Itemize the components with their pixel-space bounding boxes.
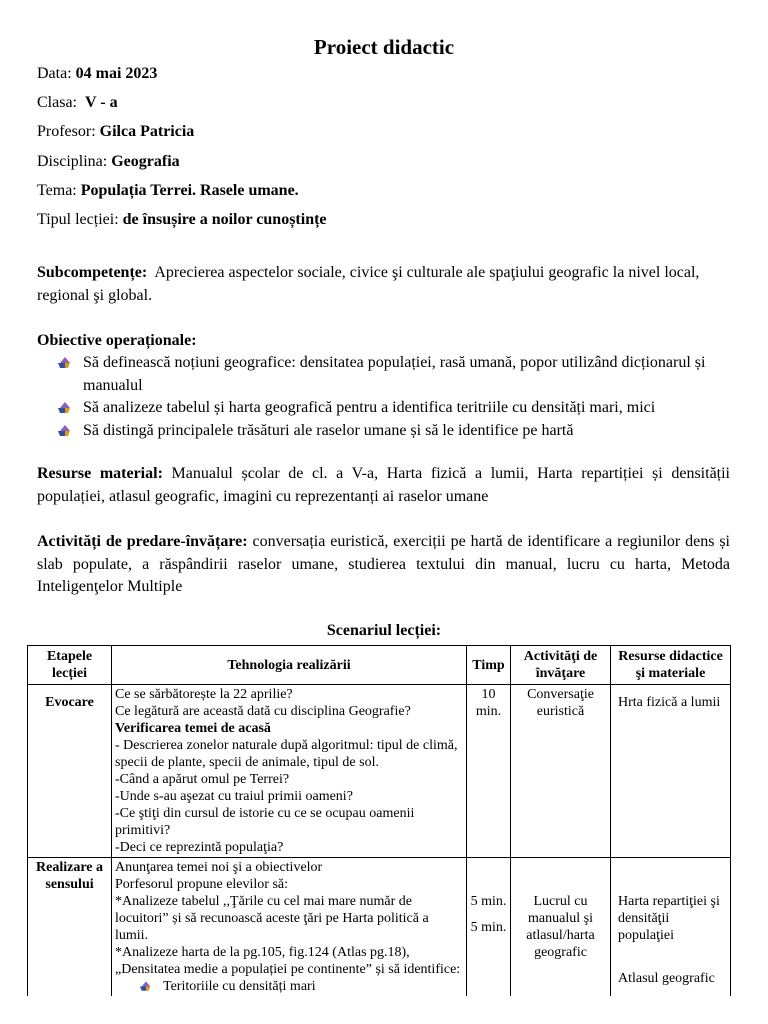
time-cell bbox=[467, 858, 511, 997]
sub-item-text: Teritoriile cu densități mari bbox=[163, 979, 316, 994]
cell-line: Ce se sărbătorește la 22 aprilie? bbox=[115, 687, 293, 702]
date-label: Data: bbox=[37, 65, 72, 82]
cell-line: -Deci ce reprezintă populaţia? bbox=[115, 840, 284, 855]
teacher-label: Profesor: bbox=[37, 123, 96, 140]
lesson-type-line bbox=[37, 210, 327, 230]
table-row bbox=[28, 685, 731, 858]
teacher-line bbox=[37, 122, 194, 142]
activity-cell: Conversaţie euristică bbox=[511, 685, 611, 858]
list-item bbox=[55, 420, 745, 443]
list-item bbox=[55, 352, 745, 397]
class-label: Clasa: bbox=[37, 94, 77, 111]
table-row bbox=[28, 858, 731, 997]
stage-cell: Realizare a sensului bbox=[28, 858, 112, 997]
resource-cell: Hrta fizică a lumii bbox=[611, 685, 731, 858]
teacher-value: Gilca Patricia bbox=[99, 123, 195, 140]
resource-cell bbox=[611, 858, 731, 997]
header-technology: Tehnologia realizării bbox=[112, 646, 467, 685]
resource-value: Atlasul geografic bbox=[618, 971, 715, 986]
cell-heading: Verificarea temei de acasă bbox=[115, 721, 271, 736]
resources-paragraph bbox=[37, 463, 730, 508]
cell-line: Anunţarea temei noi şi a obiectivelor bbox=[115, 860, 323, 875]
class-value: V - a bbox=[85, 94, 118, 111]
stage-cell: Evocare bbox=[28, 685, 112, 858]
bullet-arrow-icon bbox=[55, 420, 83, 443]
resources-label: Resurse material: bbox=[37, 465, 163, 482]
cell-line: *Analizeze harta de la pg.105, fig.124 (Atlas pg.18), „Densitatea medie a populației pe continente” și să identifice: bbox=[115, 945, 461, 977]
cell-line: -Unde s-au aşezat cu traiul primii oameni? bbox=[115, 789, 353, 804]
theme-line bbox=[37, 181, 299, 201]
page-title: Proiect didactic bbox=[313, 35, 455, 59]
bullet-arrow-icon bbox=[137, 978, 163, 995]
competences-label: Subcompetențe: bbox=[37, 264, 148, 281]
technology-cell bbox=[112, 858, 467, 997]
cell-line: Porfesorul propune elevilor să: bbox=[115, 877, 289, 892]
objectives-label: Obiective operaționale: bbox=[37, 332, 197, 349]
list-item bbox=[115, 978, 463, 995]
lesson-type-value: de însușire a noilor cunoștințe bbox=[122, 211, 327, 228]
theme-value: Populația Terrei. Rasele umane. bbox=[80, 182, 299, 199]
cell-line: -Ce ştiţi din cursul de istorie cu ce se ocupau oamenii primitivi? bbox=[115, 806, 415, 838]
time-cell: 10 min. bbox=[467, 685, 511, 858]
competences-text: Aprecierea aspectelor sociale, civice şi culturale ale spaţiului geografic la nivel local, regional şi global. bbox=[37, 264, 700, 304]
activities-label: Activități de predare-învățare: bbox=[37, 533, 248, 550]
discipline-line bbox=[37, 152, 180, 172]
discipline-value: Geografia bbox=[111, 153, 180, 170]
objectives-list bbox=[55, 352, 745, 442]
header-stage: Etapele lecției bbox=[28, 646, 112, 685]
cell-line: Ce legătură are această dată cu disciplina Geografie? bbox=[115, 704, 411, 719]
header-resources: Resurse didactice şi materiale bbox=[611, 646, 731, 685]
objectives-heading bbox=[37, 330, 730, 353]
objective-text: Să analizeze tabelul și harta geografică pentru a identifica teritriile cu densități mari, mici bbox=[83, 399, 656, 416]
objective-text: Să definească noțiuni geografice: densitatea populației, rasă umană, popor utilizând dicționarul și manualul bbox=[83, 354, 706, 394]
time-value: 5 min. bbox=[470, 920, 507, 935]
scenario-title: Scenariul lecției: bbox=[326, 622, 442, 639]
resource-value: Harta repartiţiei şi densităţii populaţiei bbox=[618, 894, 720, 943]
date-value: 04 mai 2023 bbox=[75, 65, 158, 82]
discipline-label: Disciplina: bbox=[37, 153, 108, 170]
scenario-table bbox=[27, 645, 731, 996]
list-item bbox=[55, 397, 745, 420]
bullet-arrow-icon bbox=[55, 397, 83, 420]
cell-line: -Când a apărut omul pe Terrei? bbox=[115, 772, 290, 787]
activities-paragraph bbox=[37, 531, 730, 599]
date-line bbox=[37, 64, 157, 84]
activity-cell: Lucrul cu manualul şi atlasul/harta geografic bbox=[511, 858, 611, 997]
objective-text: Să distingă principalele trăsături ale raselor umane și să le identifice pe hartă bbox=[83, 421, 574, 439]
class-line bbox=[37, 93, 118, 113]
cell-line: - Descrierea zonelor naturale după algoritmul: tipul de climă, specii de plante, specii de animale, tipul de sol. bbox=[115, 738, 458, 770]
technology-cell bbox=[112, 685, 467, 858]
theme-label: Tema: bbox=[37, 182, 77, 199]
time-value: 5 min. bbox=[470, 894, 507, 909]
cell-line: *Analizeze tabelul ,,Ţările cu cel mai mare număr de locuitori” și să recunoască aceste ţări pe Harta politică a lumii. bbox=[115, 894, 429, 943]
bullet-arrow-icon bbox=[55, 352, 83, 397]
header-activities: Activităţi de învăţare bbox=[511, 646, 611, 685]
lesson-type-label: Tipul lecției: bbox=[37, 211, 119, 228]
resources-text: Manualul școlar de cl. a V-a, Harta fizică a lumii, Harta repartiției și densității populației, atlasul geografic, imagini cu reprezentanți ai raselor umane bbox=[37, 465, 731, 505]
competences-paragraph bbox=[37, 262, 730, 307]
table-header-row bbox=[28, 646, 731, 685]
activities-text: conversația euristică, exerciții pe hartă de identificare a regiunilor dens și slab populate, a răspândirii raselor umane, studierea textului din manual, lucru cu harta, Metoda Inteligenţelor Multiple bbox=[37, 533, 731, 595]
header-time: Timp bbox=[467, 646, 511, 685]
